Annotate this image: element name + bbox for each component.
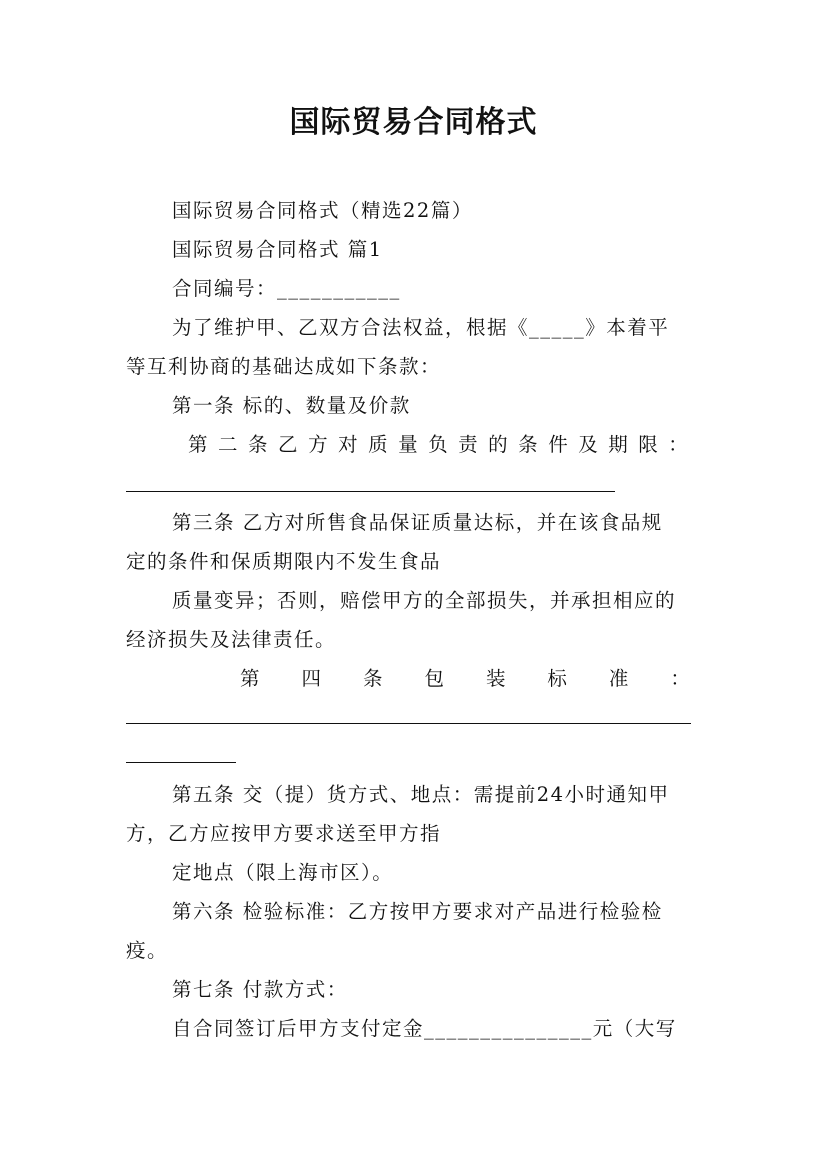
contract-number-line: 合同编号：___________ [172, 277, 401, 300]
clause-3-line-1: 第三条 乙方对所售食品保证质量达标，并在该食品规 [172, 511, 663, 534]
clause-3-line-4: 经济损失及法律责任。 [126, 628, 337, 651]
clause-2-heading [188, 432, 688, 458]
clause-7-line-1: 自合同签订后甲方支付定金_______________元（大写 [172, 1017, 677, 1040]
clause-7-heading: 第七条 付款方式： [172, 978, 348, 1001]
clause-4-blank-rule-2 [126, 762, 236, 763]
clause-5-line-2: 方，乙方应按甲方要求送至甲方指 [126, 822, 442, 845]
clause-6-line-1: 第六条 检验标准：乙方按甲方要求对产品进行检验检 [172, 900, 663, 923]
clause-2-blank-rule [126, 491, 615, 492]
clause-5-line-3: 定地点（限上海市区）。 [172, 861, 394, 884]
clause-3-line-3: 质量变异；否则，赔偿甲方的全部损失，并承担相应的 [172, 589, 677, 612]
clause-5-line-1: 第五条 交（提）货方式、地点：需提前24小时通知甲 [172, 783, 670, 806]
paragraph-intro-line-2: 等互利协商的基础达成如下条款： [126, 355, 442, 378]
section-heading: 国际贸易合同格式 篇1 [172, 238, 383, 261]
clause-2-text: 第 二 条 乙 方 对 质 量 负 责 的 条 件 及 期 限 ： [188, 433, 688, 456]
clause-1-heading: 第一条 标的、数量及价款 [172, 394, 411, 417]
paragraph-intro-line-1: 为了维护甲、乙双方合法权益，根据《_____》本着平 [172, 316, 670, 339]
clause-4-text: 第 四 条 包 装 标 准 ： [240, 667, 690, 690]
clause-3-line-2: 定的条件和保质期限内不发生食品 [126, 550, 442, 573]
clause-6-line-2: 疫。 [126, 939, 169, 962]
subtitle-selection: 国际贸易合同格式（精选22篇） [172, 199, 473, 222]
document-title: 国际贸易合同格式 [289, 105, 538, 140]
clause-4-blank-rule-1 [126, 723, 691, 724]
clause-4-heading [240, 666, 690, 692]
